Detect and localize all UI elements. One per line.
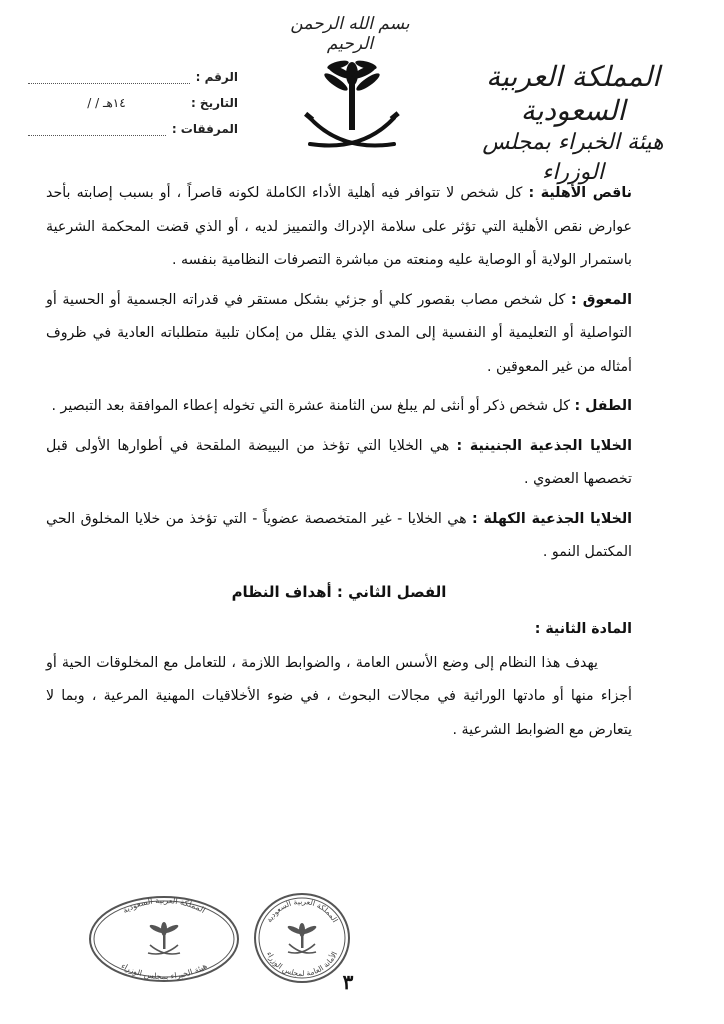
definition-term: الخلايا الجذعية الكهلة :: [472, 510, 633, 527]
document-meta: [28, 58, 238, 136]
seal1-bottom-text: هيئة الخبراء بمجلس الوزراء: [119, 961, 209, 982]
seal2-bottom-text: الأمانة العامة لمجلس الوزراء: [264, 950, 340, 979]
document-body: [46, 177, 632, 753]
definition-term: ناقص الأهلية :: [528, 185, 632, 201]
date-row: [28, 84, 238, 110]
definition-text: كل شخص لا تتوافر فيه أهلية الأداء الكاملة لكونه قاصراً ، أو بسبب إصابته بأحد عوارض نقص الأهلية التي تؤثر على سلامة الإدراك والتمييز لديه ، أو الذي قضت المحكمة الشرعية باستمرار الولاية أو الوصاية عليه ومنعته من مباشرة التصرفات النظامية بنفسه .: [46, 185, 632, 268]
seal2-top-text: المملكة العربية السعودية: [264, 896, 340, 925]
definition-paragraph: [46, 430, 632, 497]
definition-text: هي الخلايا - غير المتخصصة عضوياً - التي تؤخذ من خلايا المخلوق الحي المكتمل النمو .: [46, 510, 632, 560]
ref-field: [28, 71, 190, 84]
seal1-top-text: المملكة العربية السعودية: [121, 895, 207, 916]
definition-paragraph: [46, 503, 632, 570]
date-label: التاريخ :: [190, 96, 238, 110]
svg-text:المملكة العربية السعودية: [121, 896, 207, 915]
definition-text: كل شخص ذكر أو أنثى لم يبلغ سن الثامنة عشرة التي تخوله إعطاء الموافقة بعد التبصير .: [51, 398, 575, 414]
definition-term: المعوق :: [571, 291, 632, 308]
org-country: المملكة العربية السعودية: [486, 60, 660, 127]
page-number: ٣: [342, 970, 354, 994]
article-heading: المادة الثانية :: [534, 621, 632, 637]
chapter-heading: الفصل الثاني : أهداف النظام: [231, 582, 447, 601]
definition-term: الطفل :: [574, 398, 632, 414]
saudi-emblem-icon: [302, 52, 402, 167]
basmala-calligraphy: بسم الله الرحمن الرحيم: [290, 14, 410, 54]
attachments-label: المرفقات :: [171, 122, 238, 136]
org-authority: هيئة الخبراء بمجلس الوزراء: [482, 130, 664, 185]
date-value: / / ١٤هـ: [87, 96, 126, 110]
attachments-row: [28, 110, 238, 136]
article-text: يهدف هذا النظام إلى وضع الأسس العامة ، والضوابط اللازمة ، للتعامل مع المخلوقات الحية أو أجزاء منها أو مادتها الوراثية في مجالات البحوث ، في ضوء الأخلاقيات المهنية المرعية ، وبما لا يتعارض مع الضوابط الشرعية .: [46, 654, 632, 738]
definition-term: الخلايا الجذعية الجنينية :: [456, 437, 632, 454]
attachments-field: [28, 123, 166, 136]
authority-seal-icon: [88, 895, 240, 983]
ref-label: الرقم :: [195, 70, 238, 84]
definition-paragraph: [46, 177, 632, 278]
definition-paragraph: [46, 390, 632, 424]
definition-text: كل شخص مصاب بقصور كلي أو جزئي بشكل مستقر في قدراته الجسمية أو الحسية أو التواصلية أو التعليمية أو النفسية إلى المدى الذي يقلل من إمكان تلبية متطلباته العادية في ظروف أمثاله من غير المعوقين .: [46, 291, 632, 375]
definition-text: هي الخلايا التي تؤخذ من البييضة الملقحة في أطوارها الأولى قبل تخصصها العضوي .: [46, 437, 632, 487]
ref-row: [28, 58, 238, 84]
definition-paragraph: [46, 284, 632, 385]
organization-header: [448, 60, 698, 188]
